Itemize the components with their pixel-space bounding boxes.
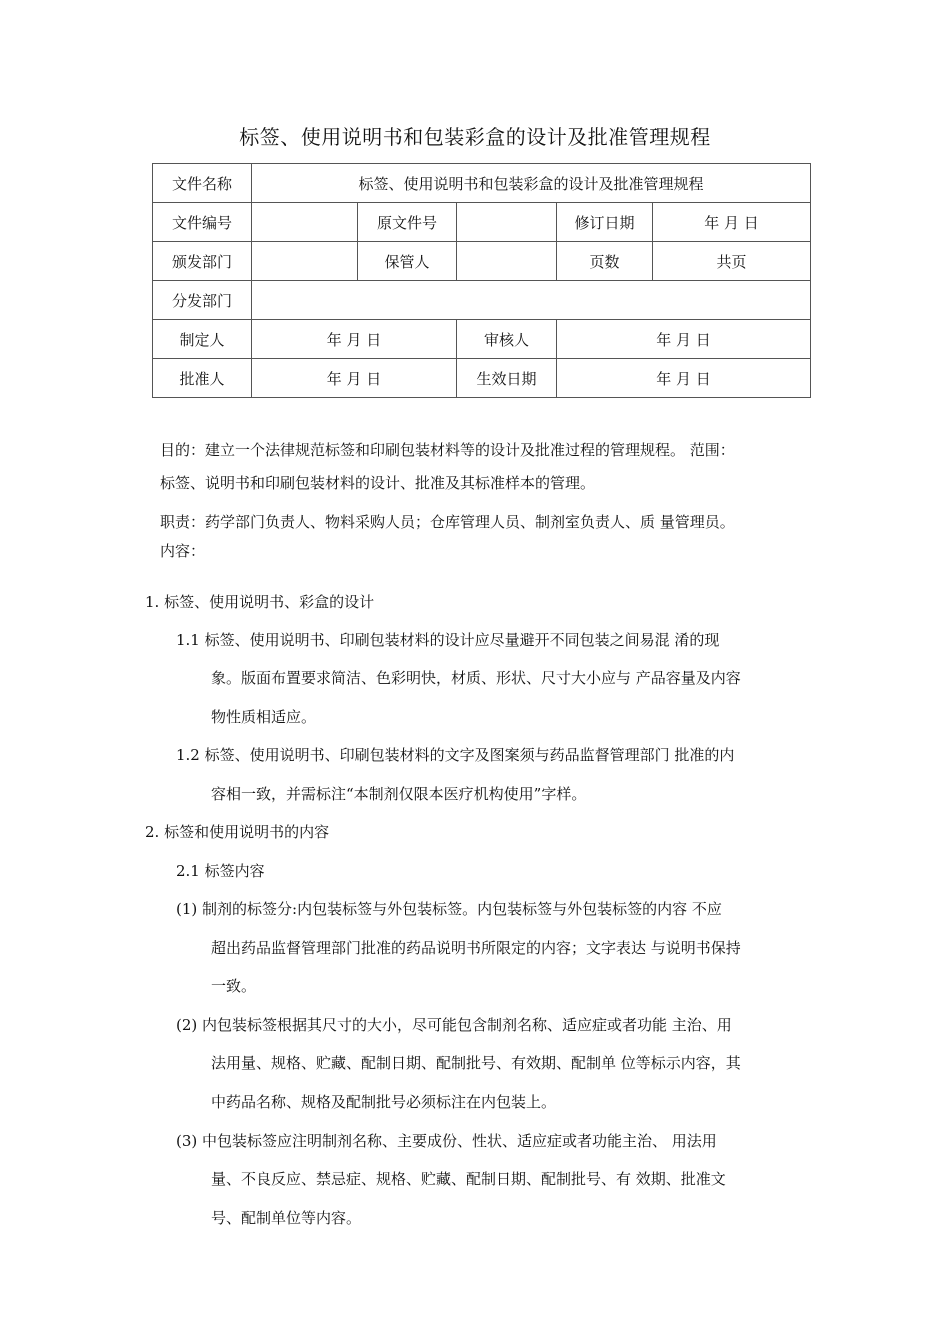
- table-row: [153, 281, 811, 320]
- document-title: 标签、使用说明书和包装彩盒的设计及批准管理规程: [239, 125, 711, 149]
- item-2-line: (2) 内包装标签根据其尺寸的大小，尽可能包含制剂名称、适应症或者功能 主治、用: [176, 1016, 732, 1034]
- effective-date-label: 生效日期: [457, 359, 557, 398]
- table-row: [153, 320, 811, 359]
- reviewer-label: 审核人: [457, 320, 557, 359]
- item-2-line: 法用量、规格、贮藏、配制日期、配制批号、有效期、配制单 位等标示内容，其: [211, 1054, 741, 1072]
- approver-date: 年 月 日: [252, 359, 457, 398]
- file-no-label: 文件编号: [153, 203, 252, 242]
- duty-text: 职责：药学部门负责人、物料采购人员；仓库管理人员、制剂室负责人、质 量管理员。: [160, 513, 735, 531]
- document-info-table: [152, 163, 811, 398]
- maker-label: 制定人: [153, 320, 252, 359]
- purpose-text: 目的：建立一个法律规范标签和印刷包装材料等的设计及批准过程的管理规程。 范围：: [160, 441, 735, 459]
- item-3-line: 量、不良反应、禁忌症、规格、贮藏、配制日期、配制批号、有 效期、批准文: [211, 1170, 726, 1188]
- item-3-line: (3) 中包装标签应注明制剂名称、主要成份、性状、适应症或者功能主治、 用法用: [176, 1132, 717, 1150]
- item-1-line: (1) 制剂的标签分:内包装标签与外包装标签。内包装标签与外包装标签的内容 不应: [176, 900, 722, 918]
- table-row: [153, 242, 811, 281]
- keeper-label: 保管人: [358, 242, 457, 281]
- orig-no-value: [457, 203, 557, 242]
- effective-date-value: 年 月 日: [557, 359, 811, 398]
- scope-text: 标签、说明书和印刷包装材料的设计、批准及其标准样本的管理。: [160, 474, 596, 492]
- file-name-value: 标签、使用说明书和包装彩盒的设计及批准管理规程: [252, 164, 811, 203]
- table-row: [153, 164, 811, 203]
- issue-dept-value: [252, 242, 358, 281]
- file-no-value: [252, 203, 358, 242]
- issue-dept-label: 颁发部门: [153, 242, 252, 281]
- subsection-2-1-heading: 2.1 标签内容: [176, 862, 265, 880]
- table-row: [153, 203, 811, 242]
- distribution-label: 分发部门: [153, 281, 252, 320]
- revision-date-value: 年 月 日: [653, 203, 811, 242]
- item-3-line: 号、配制单位等内容。: [211, 1209, 362, 1227]
- section-2-heading: 2. 标签和使用说明书的内容: [145, 823, 330, 841]
- item-1-line: 一致。: [211, 977, 257, 995]
- pages-value: 共页: [653, 242, 811, 281]
- paragraph-1-2-line: 1.2 标签、使用说明书、印刷包装材料的文字及图案须与药品监督管理部门 批准的内: [176, 746, 735, 764]
- keeper-value: [457, 242, 557, 281]
- approver-label: 批准人: [153, 359, 252, 398]
- item-1-line: 超出药品监督管理部门批准的药品说明书所限定的内容；文字表达 与说明书保持: [211, 939, 741, 957]
- paragraph-1-1-line: 象。版面布置要求简洁、色彩明快，材质、形状、尺寸大小应与 产品容量及内容: [211, 669, 741, 687]
- distribution-value: [252, 281, 811, 320]
- content-label: 内容：: [160, 542, 206, 560]
- maker-date: 年 月 日: [252, 320, 457, 359]
- paragraph-1-1-line: 物性质相适应。: [211, 708, 317, 726]
- revision-date-label: 修订日期: [557, 203, 653, 242]
- paragraph-1-1-line: 1.1 标签、使用说明书、印刷包装材料的设计应尽量避开不同包装之间易混 淆的现: [176, 631, 720, 649]
- paragraph-1-2-line: 容相一致，并需标注“本制剂仅限本医疗机构使用”字样。: [211, 785, 587, 803]
- table-row: [153, 359, 811, 398]
- file-name-label: 文件名称: [153, 164, 252, 203]
- reviewer-date: 年 月 日: [557, 320, 811, 359]
- orig-no-label: 原文件号: [358, 203, 457, 242]
- pages-label: 页数: [557, 242, 653, 281]
- section-1-heading: 1. 标签、使用说明书、彩盒的设计: [145, 593, 375, 611]
- item-2-line: 中药品名称、规格及配制批号必须标注在内包装上。: [211, 1093, 557, 1111]
